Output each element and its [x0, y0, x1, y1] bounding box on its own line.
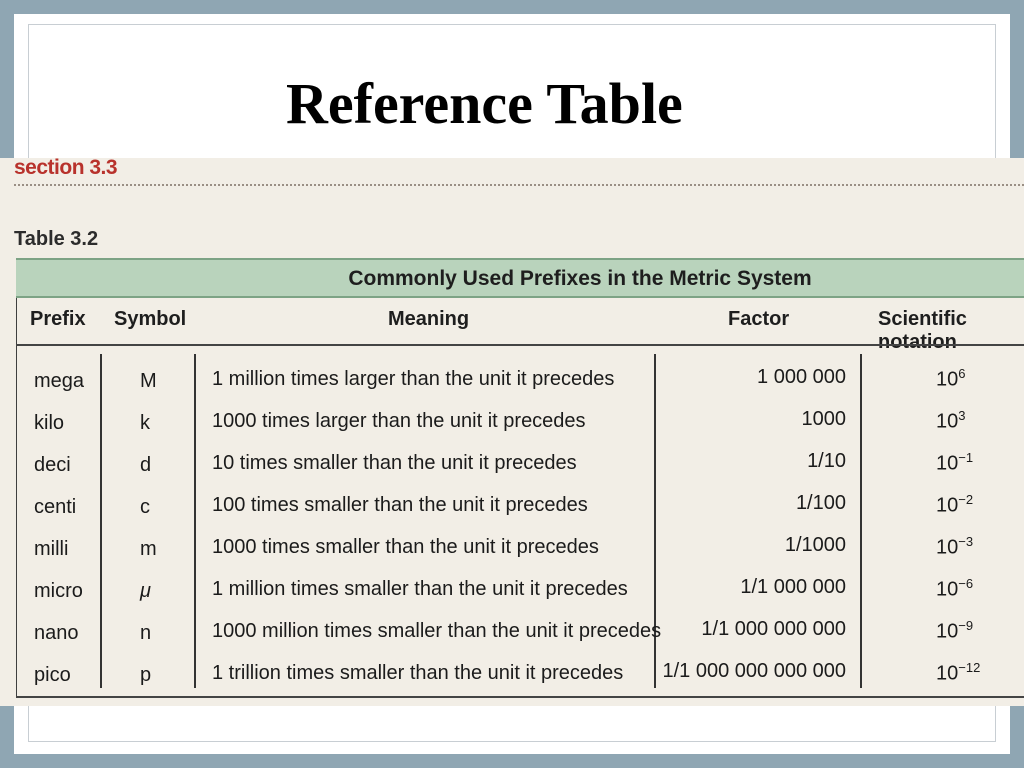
- section-heading: section 3.3: [14, 158, 118, 179]
- row-meaning: 1000 times larger than the unit it precedes: [212, 410, 586, 432]
- row-meaning: 1 trillion times smaller than the unit it precedes: [212, 662, 624, 684]
- slide-title: Reference Table: [286, 71, 683, 136]
- row-factor: 1/1 000 000 000 000: [662, 660, 846, 682]
- row-meaning: 1 million times smaller than the unit it precedes: [212, 578, 628, 600]
- column-divider: [100, 354, 102, 688]
- row-meaning: 1000 million times smaller than the unit it precedes: [212, 620, 662, 642]
- row-symbol: n: [140, 622, 152, 644]
- table-title: Commonly Used Prefixes in the Metric System: [348, 267, 812, 290]
- notation-exponent: 3: [958, 408, 966, 423]
- row-prefix: kilo: [34, 412, 65, 434]
- row-scientific-notation: [936, 408, 965, 434]
- column-divider: [194, 354, 196, 688]
- row-symbol: m: [140, 538, 157, 560]
- notation-base: 10: [936, 494, 959, 517]
- row-factor: 1000: [801, 408, 846, 430]
- row-meaning: 10 times smaller than the unit it precedes: [212, 452, 577, 474]
- notation-base: 10: [936, 452, 959, 475]
- row-prefix: mega: [34, 370, 85, 392]
- notation-base: 10: [936, 536, 959, 559]
- row-scientific-notation: [936, 450, 973, 476]
- notation-exponent: −6: [958, 576, 974, 591]
- notation-base: 10: [936, 620, 959, 643]
- row-prefix: centi: [34, 496, 77, 518]
- row-factor: 1 000 000: [757, 366, 846, 388]
- row-symbol: p: [140, 664, 152, 686]
- row-scientific-notation: [936, 660, 980, 686]
- notation-exponent: −9: [958, 618, 974, 633]
- table-title-bar: [16, 258, 1024, 298]
- row-meaning: 100 times smaller than the unit it precedes: [212, 494, 588, 516]
- dotted-rule: [14, 184, 1024, 186]
- col-header-scientific-notation: Scientific notation: [878, 308, 967, 353]
- header-rule: [16, 344, 1024, 346]
- col-header-prefix: Prefix: [30, 308, 86, 330]
- notation-exponent: −1: [958, 450, 974, 465]
- row-scientific-notation: [936, 534, 973, 560]
- notation-exponent: −3: [958, 534, 974, 549]
- row-scientific-notation: [936, 618, 973, 644]
- notation-base: 10: [936, 368, 959, 391]
- col-header-factor: Factor: [728, 308, 790, 330]
- row-prefix: pico: [34, 664, 71, 686]
- table-label: Table 3.2: [14, 228, 99, 250]
- row-scientific-notation: [936, 366, 965, 392]
- row-symbol: c: [140, 496, 150, 518]
- row-scientific-notation: [936, 492, 973, 518]
- row-scientific-notation: [936, 576, 973, 602]
- column-divider: [860, 354, 862, 688]
- row-prefix: nano: [34, 622, 79, 644]
- row-factor: 1/1000: [784, 534, 846, 556]
- bottom-rule: [16, 696, 1024, 698]
- textbook-photo: [0, 158, 1024, 706]
- row-symbol: k: [140, 412, 150, 434]
- row-symbol: d: [140, 454, 152, 476]
- col-header-meaning: Meaning: [388, 308, 470, 330]
- row-factor: 1/1 000 000: [740, 576, 846, 598]
- notation-exponent: −12: [958, 660, 981, 675]
- row-symbol: M: [140, 370, 157, 392]
- notation-base: 10: [936, 662, 959, 685]
- row-factor: 1/10: [807, 450, 846, 472]
- notation-exponent: 6: [958, 366, 966, 381]
- notation-exponent: −2: [958, 492, 974, 507]
- row-symbol: μ: [140, 580, 151, 602]
- row-prefix: milli: [34, 538, 69, 560]
- row-prefix: micro: [34, 580, 83, 602]
- row-prefix: deci: [34, 454, 71, 476]
- row-factor: 1/1 000 000 000: [701, 618, 846, 640]
- row-meaning: 1 million times larger than the unit it precedes: [212, 368, 615, 390]
- row-factor: 1/100: [795, 492, 846, 514]
- col-header-symbol: Symbol: [114, 308, 187, 330]
- row-meaning: 1000 times smaller than the unit it precedes: [212, 536, 599, 558]
- notation-base: 10: [936, 578, 959, 601]
- notation-base: 10: [936, 410, 959, 433]
